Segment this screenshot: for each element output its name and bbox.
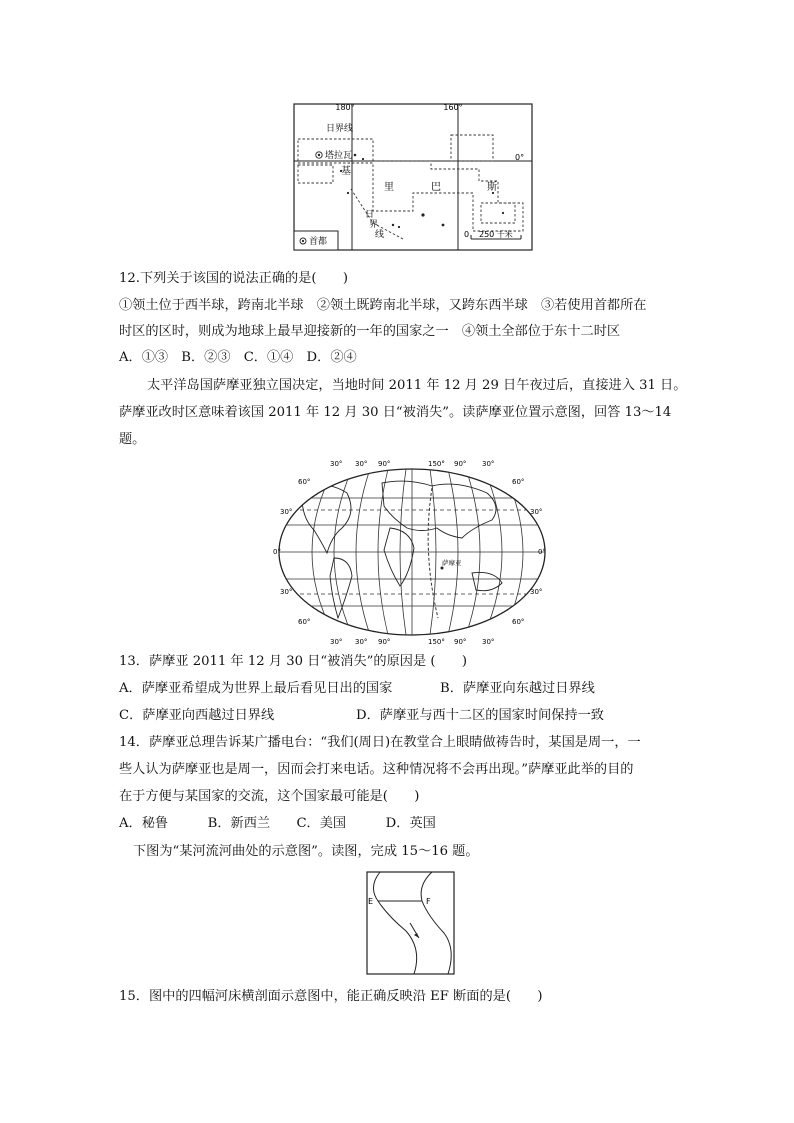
intro13-line2: 萨摩亚改时区意味着该国 2011 年 12 月 30 日“被消失”。读萨摩亚位置示意图，回答 13～14 <box>119 405 672 420</box>
bottom-lon-3: 90° <box>378 638 391 646</box>
top-lon-2: 30° <box>355 460 368 468</box>
right-lat-5: 60° <box>512 618 525 626</box>
bottom-lon-4: 150° <box>428 638 445 646</box>
top-lon-3: 90° <box>378 460 391 468</box>
q13-option-c: C．萨摩亚向西越过日界线 <box>119 708 275 723</box>
right-lat-1: 60° <box>512 478 525 486</box>
q14-line3: 在于方便与某国家的交流，这个国家最可能是( ) <box>119 789 420 804</box>
dateline-label: 日界线 <box>326 124 354 134</box>
country-char-4: 斯 <box>487 182 497 193</box>
samoa-label: 萨摩亚 <box>442 559 462 567</box>
legend-capital: 首都 <box>309 237 328 247</box>
equator-label: 0° <box>515 153 525 162</box>
intro13-line3: 题。 <box>119 432 146 447</box>
left-lat-1: 60° <box>298 478 311 486</box>
q13-option-a: A．萨摩亚希望成为世界上最后看见日出的国家 <box>119 681 393 696</box>
left-lat-3: 0° <box>273 548 281 556</box>
bottom-lon-2: 30° <box>355 638 368 646</box>
lon-180-label: 180° <box>335 103 355 112</box>
top-lon-4: 150° <box>428 460 445 468</box>
bottom-lon-6: 30° <box>482 638 495 646</box>
q14-line2: 些人认为萨摩亚也是周一，因而会打来电话。这种情况将不会再出现。”萨摩亚此举的目的 <box>119 762 634 777</box>
q12-options-line2: 时区的区时，则成为地球上最早迎接新的一年的国家之一 ④领土全部位于东十二时区 <box>119 324 621 339</box>
intro15: 下图为“某河流河曲处的示意图”。读图，完成 15～16 题。 <box>133 844 479 859</box>
country-char-2: 里 <box>384 182 394 193</box>
label-f: F <box>426 897 431 906</box>
q12-choices: A．①③ B．②③ C．①④ D．②④ <box>119 350 357 365</box>
dateline-lower-3: 线 <box>375 230 385 240</box>
top-lon-1: 30° <box>330 460 343 468</box>
bottom-lon-1: 30° <box>330 638 343 646</box>
top-lon-6: 30° <box>482 460 495 468</box>
q14-line1: 14．萨摩亚总理告诉某广播电台：“我们(周日)在教堂合上眼睛做祷告时，某国是周一，一 <box>119 735 641 750</box>
q13-option-d: D．萨摩亚与西十二区的国家时间保持一致 <box>356 708 604 723</box>
q12-options-line1: ①领土位于西半球，跨南北半球 ②领土既跨南北半球，又跨东西半球 ③若使用首都所在 <box>119 298 647 313</box>
right-lat-3: 0° <box>538 548 546 556</box>
lon-160-label: 160° <box>443 103 463 112</box>
tarawa-label: 塔拉瓦 <box>325 151 353 161</box>
kiribati-map <box>293 103 533 251</box>
q14-choices: A．秘鲁 B．新西兰 C．美国 D．英国 <box>119 816 436 831</box>
world-map-samoa <box>272 458 552 646</box>
q15-stem: 15．图中的四幅河床横剖面示意图中，能正确反映沿 EF 断面的是( ) <box>119 989 543 1004</box>
country-char-1: 基 <box>341 166 351 177</box>
left-lat-4: 30° <box>280 588 293 596</box>
left-lat-5: 60° <box>298 618 311 626</box>
country-char-3: 巴 <box>431 182 441 193</box>
dateline-lower-2: 界 <box>369 220 379 230</box>
intro13-line1: 太平洋岛国萨摩亚独立国决定，当地时间 2011 年 12 月 29 日午夜过后，直接进入 31 日。 <box>147 378 687 393</box>
tarawa-capital-icon <box>316 152 322 158</box>
scale-label: 250 千米 <box>479 230 513 239</box>
bottom-lon-5: 90° <box>454 638 467 646</box>
right-lat-2: 30° <box>530 508 543 516</box>
dateline-lower-1: 日 <box>365 210 375 220</box>
left-lat-2: 30° <box>280 508 293 516</box>
q12-stem: 12.下列关于该国的说法正确的是( ) <box>119 271 349 286</box>
top-lon-5: 90° <box>454 460 467 468</box>
q13-option-b: B．萨摩亚向东越过日界线 <box>440 681 595 696</box>
right-lat-4: 30° <box>530 588 543 596</box>
scale-zero: 0 <box>464 230 470 239</box>
river-meander-diagram <box>366 871 455 975</box>
label-e: E <box>368 897 374 906</box>
q13-stem: 13．萨摩亚 2011 年 12 月 30 日“被消失”的原因是 ( ) <box>119 654 468 669</box>
